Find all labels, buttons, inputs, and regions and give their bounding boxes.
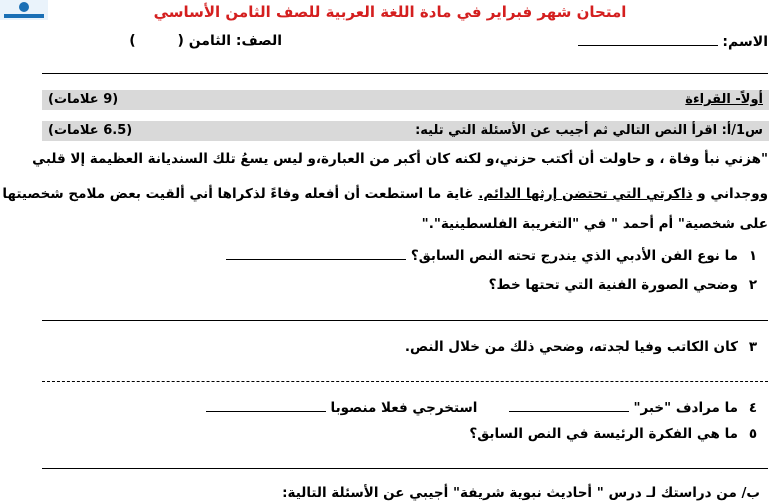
answer-line-2[interactable] [42,320,768,321]
answer-blank-4a[interactable] [509,399,629,412]
section-reading-marks: (9 علامات) [48,92,119,107]
name-field [578,33,768,50]
name-blank[interactable] [578,33,718,46]
question-1a-header [42,121,769,141]
name-label: الاسم: [722,34,768,50]
passage-line-3: على شخصية" أم أحمد " في "التغريبة الفلسطينية"." [421,216,768,232]
divider-line [42,73,768,74]
passage-line-2: ووجداني و ذاكرتي التي تحتضن إرثها الدائم. غاية ما استطعت أن أفعله وفاءً لذكراها أني ألقيت بعض ملامح شخصيتها [2,186,768,202]
section-b-heading: ب/ من دراستك لـ درس " أحاديث نبوية شريفة" أجيبي عن الأسئلة التالية: [282,485,760,501]
section-reading-header [42,90,769,110]
class-close: ) [129,33,136,49]
answer-line-3[interactable] [42,381,768,382]
question-5: ٥ما هي الفكرة الرئيسة في النص السابق؟ [469,426,758,442]
question-3: ٣كان الكاتب وفيا لجدته، وضحي ذلك من خلال النص. [404,339,758,355]
question-2: ٢وضحي الصورة الفنية التي تحتها خط؟ [488,277,758,293]
question-1a-label: س1/أ: اقرأ النص التالي ثم أجيب عن الأسئلة التي تليه: [415,123,763,138]
exam-title: امتحان شهر فبراير في مادة اللغة العربية للصف الثامن الأساسي [153,3,627,21]
answer-line-5[interactable] [42,468,768,469]
class-field [129,33,282,49]
answer-blank-4b[interactable] [206,399,326,412]
passage-line-1: "هزني نبأ وفاة ، و حاولت أن أكتب حزني،و لكنه كان أكبر من العبارة،و ليس يسعُ تلك السنديانة العظيمة إلا قلبي [32,151,768,167]
question-4: ٤ما مرادف "خبر" استخرجي فعلا منصوبا [206,399,760,417]
underlined-phrase: ذاكرتي التي تحتضن إرثها الدائم. [478,186,693,202]
question-1a-marks: (6.5 علامات) [48,123,133,138]
answer-blank-1[interactable] [226,247,406,260]
section-reading-title: أولاً- القراءة [685,92,763,107]
class-label: الصف: الثامن ( [177,33,282,49]
question-1: ١ما نوع الفن الأدبي الذي يندرج تحته النص السابق؟ [226,247,760,265]
